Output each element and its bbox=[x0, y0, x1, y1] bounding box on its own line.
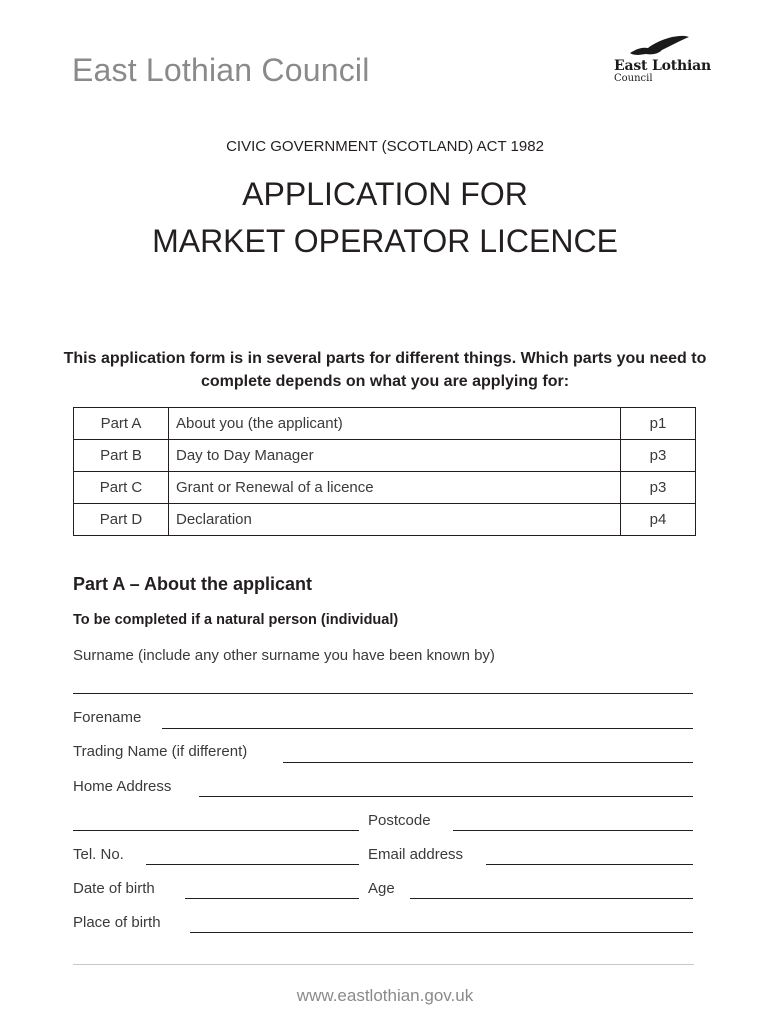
part-label: Part B bbox=[74, 440, 169, 472]
home-address-field[interactable] bbox=[199, 796, 693, 797]
age-label: Age bbox=[368, 880, 395, 897]
surname-field[interactable] bbox=[73, 693, 693, 694]
dob-label: Date of birth bbox=[73, 880, 155, 897]
postcode-field[interactable] bbox=[453, 830, 693, 831]
table-row bbox=[74, 408, 696, 440]
logo-text-east-lothian: East Lothian bbox=[614, 58, 711, 74]
home-address-label: Home Address bbox=[73, 778, 172, 795]
part-label: Part A bbox=[74, 408, 169, 440]
postcode-label: Postcode bbox=[368, 812, 431, 829]
part-description: Declaration bbox=[169, 504, 621, 536]
dob-field[interactable] bbox=[185, 898, 359, 899]
footer-url: www.eastlothian.gov.uk bbox=[296, 986, 474, 1005]
council-name: East Lothian Council bbox=[72, 52, 370, 88]
part-a-heading: Part A – About the applicant bbox=[73, 574, 313, 594]
part-page: p1 bbox=[621, 408, 696, 440]
form-title-line2: MARKET OPERATOR LICENCE bbox=[152, 223, 618, 259]
home-address-field-line2[interactable] bbox=[73, 830, 359, 831]
trading-name-label: Trading Name (if different) bbox=[73, 743, 248, 760]
table-row bbox=[74, 472, 696, 504]
part-page: p3 bbox=[621, 440, 696, 472]
part-description: Grant or Renewal of a licence bbox=[169, 472, 621, 504]
tel-label: Tel. No. bbox=[73, 846, 124, 863]
table-row bbox=[74, 440, 696, 472]
table-row bbox=[74, 504, 696, 536]
part-page: p3 bbox=[621, 472, 696, 504]
part-description: Day to Day Manager bbox=[169, 440, 621, 472]
forename-label: Forename bbox=[73, 709, 142, 726]
forename-field[interactable] bbox=[162, 728, 693, 729]
footer-divider bbox=[73, 964, 694, 965]
surname-label: Surname (include any other surname you have been known by) bbox=[73, 647, 495, 664]
email-field[interactable] bbox=[486, 864, 693, 865]
email-label: Email address bbox=[368, 846, 464, 863]
act-title: CIVIC GOVERNMENT (SCOTLAND) ACT 1982 bbox=[226, 138, 544, 155]
tel-field[interactable] bbox=[146, 864, 359, 865]
parts-table bbox=[73, 407, 696, 536]
intro-text: This application form is in several parts for different things. Which parts you need to complete depends on what you are applying for: bbox=[63, 350, 707, 390]
part-label: Part D bbox=[74, 504, 169, 536]
part-a-subheading: To be completed if a natural person (individual) bbox=[73, 612, 399, 628]
age-field[interactable] bbox=[410, 898, 693, 899]
logo-text-council: Council bbox=[614, 73, 653, 84]
part-page: p4 bbox=[621, 504, 696, 536]
place-of-birth-label: Place of birth bbox=[73, 914, 161, 931]
part-label: Part C bbox=[74, 472, 169, 504]
part-description: About you (the applicant) bbox=[169, 408, 621, 440]
trading-name-field[interactable] bbox=[283, 762, 693, 763]
place-of-birth-field[interactable] bbox=[190, 932, 693, 933]
form-title-line1: APPLICATION FOR bbox=[242, 176, 528, 212]
